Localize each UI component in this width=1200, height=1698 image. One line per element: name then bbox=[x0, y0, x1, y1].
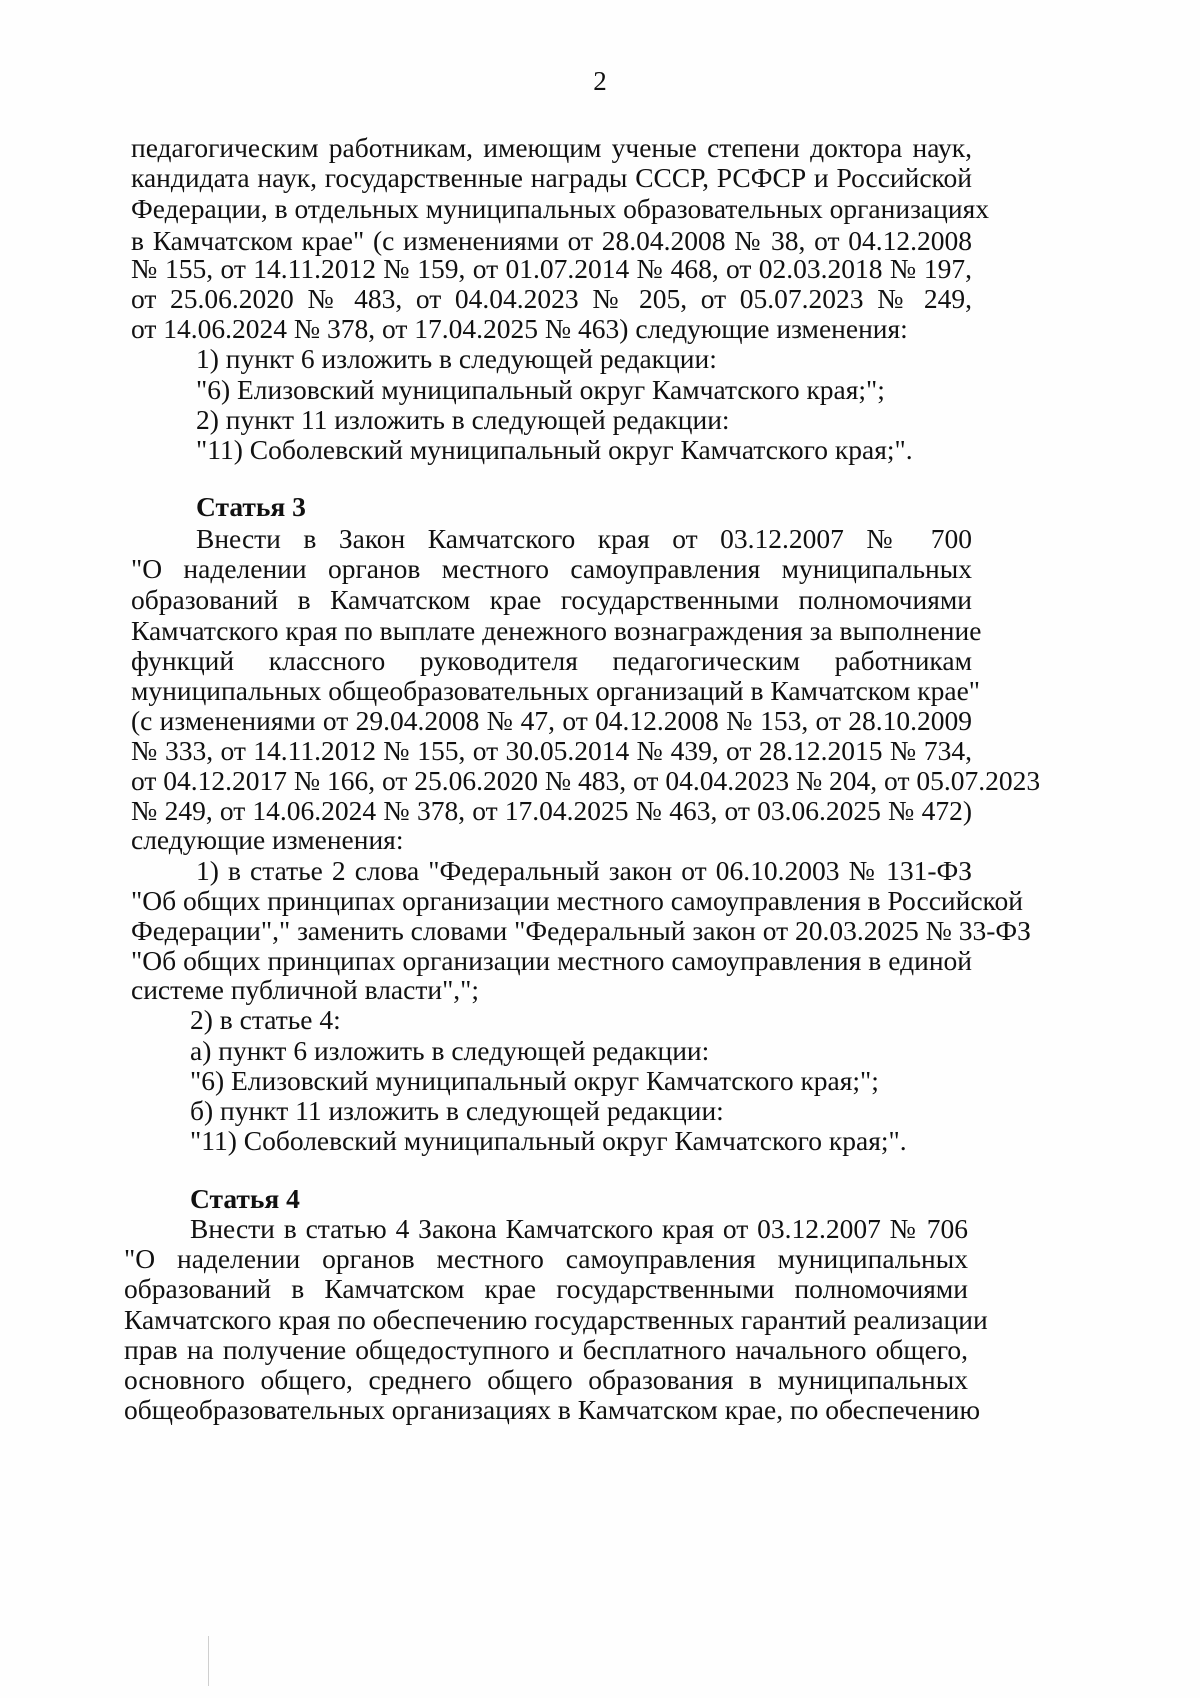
article-3-line: следующие изменения: bbox=[131, 824, 404, 855]
intro-line: Федерации, в отдельных муниципальных образовательных организациях bbox=[131, 193, 989, 224]
article-3-line: муниципальных общеобразовательных организаций в Камчатском крае" bbox=[131, 675, 981, 706]
article-3-line: Камчатского края по выплате денежного вознаграждения за выполнение bbox=[131, 615, 982, 646]
intro-line: 2) пункт 11 изложить в следующей редакции: bbox=[196, 404, 730, 435]
article-3-line: 2) в статье 4: bbox=[190, 1004, 341, 1035]
article-4-line: "О наделении органов местного самоуправления муниципальных bbox=[124, 1243, 968, 1274]
article-3-line: "11) Соболевский муниципальный округ Камчатского края;". bbox=[190, 1125, 907, 1156]
article-3-line: № 333, от 14.11.2012 № 155, от 30.05.2014 № 439, от 28.12.2015 № 734, bbox=[131, 735, 972, 766]
article-4-line: Внести в статью 4 Закона Камчатского края от 03.12.2007 № 706 bbox=[190, 1213, 968, 1244]
article-3-line: Федерации"," заменить словами "Федеральный закон от 20.03.2025 № 33-ФЗ bbox=[131, 915, 1031, 946]
article-3-line: системе публичной власти","; bbox=[131, 974, 480, 1005]
article-4-heading: Статья 4 bbox=[190, 1183, 300, 1214]
page-number: 2 bbox=[593, 66, 607, 96]
article-4-line: образований в Камчатском крае государственными полномочиями bbox=[124, 1273, 968, 1304]
article-3-line: б) пункт 11 изложить в следующей редакции: bbox=[190, 1095, 724, 1126]
article-3-line: "Об общих принципах организации местного самоуправления в единой bbox=[131, 945, 972, 976]
article-3-line: от 04.12.2017 № 166, от 25.06.2020 № 483, от 04.04.2023 № 204, от 05.07.2023 bbox=[131, 765, 1041, 796]
intro-line: кандидата наук, государственные награды СССР, РСФСР и Российской bbox=[131, 162, 972, 193]
article-3-line: а) пункт 6 изложить в следующей редакции: bbox=[190, 1035, 710, 1066]
intro-line: "11) Соболевский муниципальный округ Камчатского края;". bbox=[196, 434, 913, 465]
article-3-heading: Статья 3 bbox=[196, 491, 306, 522]
intro-line: № 155, от 14.11.2012 № 159, от 01.07.2014 № 468, от 02.03.2018 № 197, bbox=[131, 253, 972, 284]
article-3-line: "Об общих принципах организации местного самоуправления в Российской bbox=[131, 885, 1023, 916]
article-3-line: функций классного руководителя педагогическим работникам bbox=[131, 645, 972, 676]
article-4-line: прав на получение общедоступного и бесплатного начального общего, bbox=[124, 1334, 968, 1365]
article-3-line: образований в Камчатском крае государственными полномочиями bbox=[131, 584, 972, 615]
scan-edge-mark bbox=[208, 1636, 209, 1686]
article-3-line: "О наделении органов местного самоуправления муниципальных bbox=[131, 553, 972, 584]
article-3-line: 1) в статье 2 слова "Федеральный закон от 06.10.2003 № 131-ФЗ bbox=[196, 855, 972, 886]
article-4-line: общеобразовательных организациях в Камчатском крае, по обеспечению bbox=[124, 1394, 981, 1425]
article-3-line: Внести в Закон Камчатского края от 03.12.2007 № 700 bbox=[196, 523, 972, 554]
article-4-line: Камчатского края по обеспечению государственных гарантий реализации bbox=[124, 1304, 988, 1335]
article-3-line: № 249, от 14.06.2024 № 378, от 17.04.2025 № 463, от 03.06.2025 № 472) bbox=[131, 795, 972, 826]
article-4-line: основного общего, среднего общего образования в муниципальных bbox=[124, 1364, 968, 1395]
intro-line: от 25.06.2020 № 483, от 04.04.2023 № 205, от 05.07.2023 № 249, bbox=[131, 283, 972, 314]
intro-line: "6) Елизовский муниципальный округ Камчатского края;"; bbox=[196, 374, 885, 405]
article-3-line: "6) Елизовский муниципальный округ Камчатского края;"; bbox=[190, 1065, 879, 1096]
intro-line: в Камчатском крае" (с изменениями от 28.04.2008 № 38, от 04.12.2008 bbox=[131, 225, 972, 256]
intro-line: 1) пункт 6 изложить в следующей редакции: bbox=[196, 343, 717, 374]
article-3-line: (с изменениями от 29.04.2008 № 47, от 04.12.2008 № 153, от 28.10.2009 bbox=[131, 705, 972, 736]
intro-line: педагогическим работникам, имеющим ученые степени доктора наук, bbox=[131, 132, 972, 163]
intro-line: от 14.06.2024 № 378, от 17.04.2025 № 463) следующие изменения: bbox=[131, 313, 908, 344]
